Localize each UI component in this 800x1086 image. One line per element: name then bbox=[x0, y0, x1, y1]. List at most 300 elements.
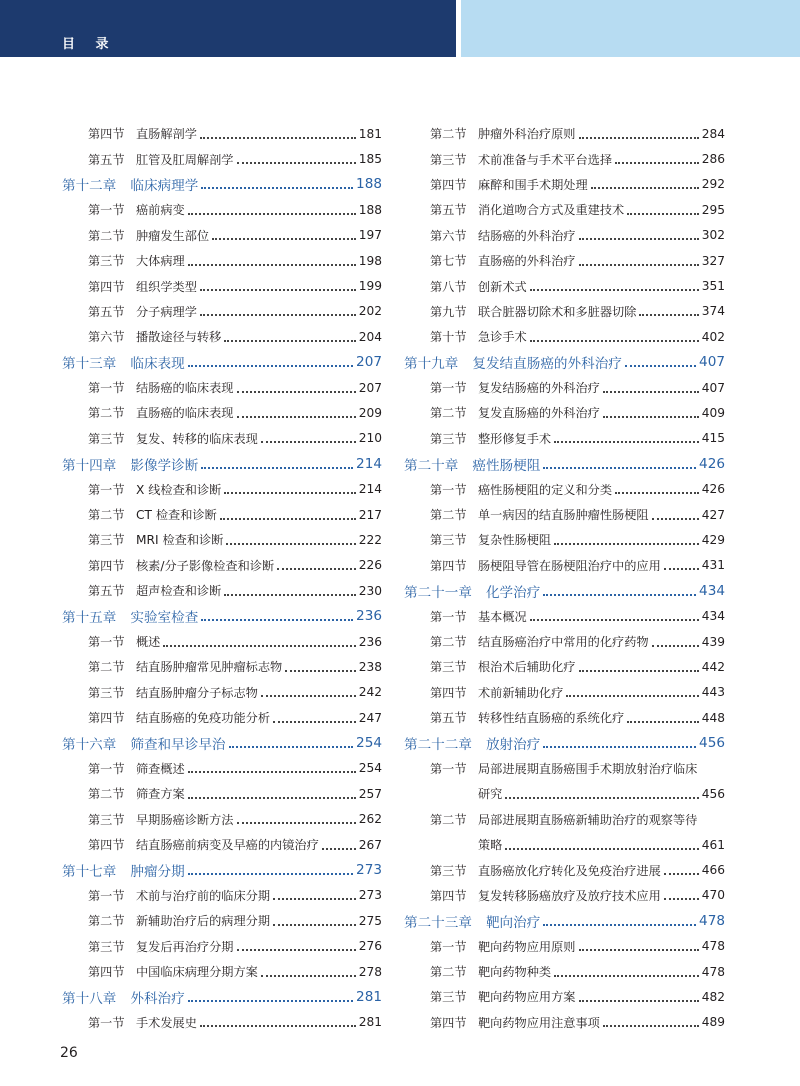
page-ref: 197 bbox=[358, 228, 382, 243]
toc-section-entry[interactable] bbox=[404, 273, 725, 298]
dot-leader bbox=[543, 594, 696, 596]
toc-section-entry[interactable] bbox=[404, 248, 725, 273]
toc-section-entry[interactable] bbox=[404, 553, 725, 578]
page-ref: 407 bbox=[701, 380, 725, 395]
chapter-label: 第十二章 bbox=[62, 178, 117, 195]
chapter-label: 第十四章 bbox=[62, 457, 117, 474]
page-ref: 267 bbox=[358, 837, 382, 852]
page-header-title: 目 录 bbox=[62, 37, 117, 52]
toc-section-entry[interactable] bbox=[62, 273, 382, 298]
toc-section-entry[interactable] bbox=[404, 934, 725, 959]
chapter-label: 第二十三章 bbox=[404, 914, 472, 931]
dot-leader bbox=[579, 238, 699, 240]
dot-leader bbox=[201, 619, 353, 621]
chapter-title: 外科治疗 bbox=[130, 990, 185, 1007]
page-ref: 207 bbox=[356, 354, 382, 371]
dot-leader bbox=[579, 670, 699, 672]
dot-leader bbox=[603, 391, 699, 393]
toc-section-entry[interactable] bbox=[404, 832, 725, 857]
section-label: 第一节 bbox=[430, 939, 467, 954]
toc-section-entry[interactable] bbox=[62, 1010, 382, 1035]
section-label: 第一节 bbox=[430, 609, 467, 624]
section-title: 靶向药物应用注意事项 bbox=[478, 1015, 600, 1030]
dot-leader bbox=[554, 441, 699, 443]
section-title: 复发结肠癌的外科治疗 bbox=[478, 381, 600, 396]
toc-section-entry[interactable] bbox=[404, 959, 725, 984]
toc-section-entry[interactable] bbox=[404, 299, 725, 324]
dot-leader bbox=[188, 797, 356, 799]
toc-section-entry[interactable] bbox=[404, 984, 725, 1009]
toc-chapter-entry[interactable] bbox=[404, 730, 725, 755]
toc-section-entry[interactable] bbox=[62, 400, 382, 425]
toc-section-entry[interactable] bbox=[62, 578, 382, 603]
toc-section-entry[interactable] bbox=[404, 476, 725, 501]
section-label: 第二节 bbox=[430, 812, 467, 827]
section-title: 急诊手术 bbox=[478, 330, 527, 345]
dot-leader bbox=[543, 924, 696, 926]
dot-leader bbox=[237, 162, 356, 164]
dot-leader bbox=[200, 1025, 356, 1027]
toc-section-entry[interactable] bbox=[404, 223, 725, 248]
page-ref: 185 bbox=[358, 152, 382, 167]
chapter-title: 复发结直肠癌的外科治疗 bbox=[472, 356, 622, 373]
toc-section-entry[interactable] bbox=[62, 476, 382, 501]
section-title: 结直肠癌治疗中常用的化疗药物 bbox=[478, 635, 649, 649]
page-ref: 281 bbox=[356, 988, 382, 1005]
page-ref: 448 bbox=[701, 710, 725, 725]
section-label: 第二节 bbox=[430, 127, 467, 142]
chapter-label: 第二十章 bbox=[404, 457, 459, 474]
toc-section-entry[interactable] bbox=[62, 426, 382, 451]
toc-chapter-entry[interactable] bbox=[62, 451, 382, 476]
chapter-title: 影像学诊断 bbox=[130, 457, 199, 474]
dot-leader bbox=[603, 416, 699, 418]
dot-leader bbox=[554, 543, 699, 545]
section-label: 第二节 bbox=[430, 508, 467, 523]
section-title: 核素/分子影像检查和诊断 bbox=[136, 558, 275, 573]
toc-section-entry[interactable] bbox=[404, 654, 725, 679]
chapter-label: 第二十一章 bbox=[404, 584, 472, 601]
dot-leader bbox=[237, 949, 356, 951]
page-ref: 415 bbox=[701, 431, 725, 446]
section-label: 第一节 bbox=[88, 482, 125, 497]
section-title: 结肠癌的外科治疗 bbox=[478, 228, 576, 243]
toc-section-entry[interactable] bbox=[62, 553, 382, 578]
page-ref: 273 bbox=[356, 862, 382, 879]
dot-leader bbox=[664, 568, 699, 570]
toc-section-entry[interactable] bbox=[62, 781, 382, 806]
section-label: 第四节 bbox=[88, 965, 125, 980]
dot-leader bbox=[224, 340, 355, 342]
page-ref: 426 bbox=[701, 482, 725, 497]
dot-leader bbox=[579, 137, 699, 139]
toc-section-entry[interactable] bbox=[404, 197, 725, 222]
toc-chapter-entry[interactable] bbox=[62, 350, 382, 375]
dot-leader bbox=[237, 416, 356, 418]
toc-section-entry[interactable] bbox=[404, 807, 725, 832]
dot-leader bbox=[530, 619, 699, 621]
page-ref: 489 bbox=[701, 1015, 725, 1030]
toc-section-entry[interactable] bbox=[62, 959, 382, 984]
section-label: 第五节 bbox=[88, 304, 125, 319]
toc-section-entry[interactable] bbox=[62, 146, 382, 171]
section-label: 第二节 bbox=[88, 406, 125, 421]
page-ref: 456 bbox=[699, 735, 725, 752]
page-ref: 247 bbox=[358, 710, 382, 725]
section-title: 术前与治疗前的临床分期 bbox=[136, 888, 271, 903]
chapter-title: 癌性肠梗阻 bbox=[472, 457, 541, 474]
dot-leader bbox=[201, 467, 353, 469]
dot-leader bbox=[285, 670, 355, 672]
section-label: 第一节 bbox=[88, 761, 125, 776]
toc-section-entry[interactable] bbox=[404, 146, 725, 171]
section-title: 肛管及肛周解剖学 bbox=[136, 152, 234, 167]
section-title: 结肠癌的临床表现 bbox=[136, 381, 234, 396]
toc-section-entry[interactable] bbox=[62, 527, 382, 552]
page-ref: 236 bbox=[356, 608, 382, 625]
dot-leader bbox=[625, 365, 696, 367]
page-ref: 478 bbox=[701, 939, 725, 954]
page-ref: 209 bbox=[358, 405, 382, 420]
section-label: 第五节 bbox=[430, 203, 467, 218]
section-label: 第六节 bbox=[430, 228, 467, 243]
toc-chapter-entry[interactable] bbox=[62, 857, 382, 882]
toc-section-entry[interactable] bbox=[62, 908, 382, 933]
page-ref: 188 bbox=[356, 176, 382, 193]
dot-leader bbox=[591, 187, 699, 189]
section-label: 第十节 bbox=[430, 330, 467, 345]
page-ref: 292 bbox=[701, 177, 725, 192]
page-ref: 210 bbox=[358, 431, 382, 446]
section-title: 局部进展期直肠癌新辅助治疗的观察等待 bbox=[478, 812, 698, 827]
dot-leader bbox=[530, 289, 699, 291]
page-ref: 466 bbox=[701, 863, 725, 878]
section-title: 复发后再治疗分期 bbox=[136, 939, 234, 954]
dot-leader bbox=[273, 721, 356, 723]
section-title: 基本概况 bbox=[478, 609, 527, 624]
toc-section-entry[interactable] bbox=[62, 248, 382, 273]
page-ref: 222 bbox=[358, 532, 382, 547]
page-ref: 273 bbox=[358, 888, 382, 903]
toc-chapter-entry[interactable] bbox=[404, 350, 725, 375]
dot-leader bbox=[188, 213, 356, 215]
dot-leader bbox=[200, 289, 356, 291]
section-title: 结直肠癌前病变及早癌的内镜治疗 bbox=[136, 838, 319, 853]
section-label: 第一节 bbox=[430, 482, 467, 497]
dot-leader bbox=[273, 924, 356, 926]
section-title: 靶向药物应用方案 bbox=[478, 990, 576, 1005]
toc-section-entry[interactable] bbox=[404, 603, 725, 628]
page-ref: 217 bbox=[358, 507, 382, 522]
chapter-label: 第十五章 bbox=[62, 610, 117, 627]
page-ref: 426 bbox=[699, 455, 725, 472]
dot-leader bbox=[273, 898, 356, 900]
dot-leader bbox=[505, 848, 698, 850]
section-label: 第一节 bbox=[88, 1015, 125, 1030]
section-label: 第三节 bbox=[430, 152, 467, 167]
toc-chapter-entry[interactable] bbox=[404, 451, 725, 476]
section-label: 第一节 bbox=[430, 381, 467, 396]
section-label: 第六节 bbox=[88, 330, 125, 345]
toc-section-entry[interactable] bbox=[62, 629, 382, 654]
dot-leader bbox=[543, 746, 696, 748]
page-ref: 442 bbox=[701, 659, 725, 674]
page-ref: 207 bbox=[358, 380, 382, 395]
page-ref: 214 bbox=[358, 482, 382, 497]
section-title: 肿瘤外科治疗原则 bbox=[478, 127, 576, 142]
toc-section-entry[interactable] bbox=[62, 324, 382, 349]
page-ref: 402 bbox=[701, 329, 725, 344]
toc-section-entry[interactable] bbox=[404, 1010, 725, 1035]
dot-leader bbox=[639, 314, 698, 316]
toc-section-entry[interactable] bbox=[404, 781, 725, 806]
chapter-label: 第十六章 bbox=[62, 737, 117, 754]
section-title: 转移性结直肠癌的系统化疗 bbox=[478, 711, 625, 726]
section-title: 消化道吻合方式及重建技术 bbox=[478, 203, 625, 218]
section-label: 第三节 bbox=[430, 533, 467, 548]
dot-leader bbox=[226, 543, 355, 545]
section-title: 直肠癌放化疗转化及免疫治疗进展 bbox=[478, 863, 661, 878]
toc-section-entry[interactable] bbox=[404, 324, 725, 349]
section-label: 第三节 bbox=[430, 431, 467, 446]
dot-leader bbox=[261, 975, 356, 977]
toc-chapter-entry[interactable] bbox=[404, 578, 725, 603]
toc-section-entry[interactable] bbox=[62, 756, 382, 781]
section-label: 第三节 bbox=[430, 990, 467, 1005]
section-title: 直肠癌的外科治疗 bbox=[478, 254, 576, 269]
section-title: 术前准备与手术平台选择 bbox=[478, 152, 613, 167]
dot-leader bbox=[200, 314, 356, 316]
page-ref: 470 bbox=[701, 888, 725, 903]
toc-section-entry[interactable] bbox=[404, 375, 725, 400]
toc-section-entry[interactable] bbox=[62, 807, 382, 832]
section-label: 第九节 bbox=[430, 304, 467, 319]
page-ref: 456 bbox=[701, 786, 725, 801]
chapter-label: 第十八章 bbox=[62, 990, 117, 1007]
toc-section-entry[interactable] bbox=[62, 223, 382, 248]
section-title: CT 检查和诊断 bbox=[136, 508, 217, 523]
dot-leader bbox=[163, 645, 355, 647]
page-ref: 482 bbox=[701, 989, 725, 1004]
toc-section-entry[interactable] bbox=[62, 654, 382, 679]
toc-section-entry[interactable] bbox=[404, 527, 725, 552]
chapter-title: 化学治疗 bbox=[485, 584, 541, 601]
section-label: 第五节 bbox=[88, 152, 125, 167]
section-label: 第四节 bbox=[88, 558, 125, 573]
page-ref: 434 bbox=[701, 609, 725, 624]
chapter-title: 筛查和早诊早治 bbox=[130, 737, 226, 754]
chapter-title: 放射治疗 bbox=[485, 737, 541, 754]
toc-chapter-entry[interactable] bbox=[62, 172, 382, 197]
section-label: 第四节 bbox=[88, 279, 125, 294]
toc-section-entry[interactable] bbox=[404, 705, 725, 730]
page-ref: 286 bbox=[701, 152, 725, 167]
toc-section-entry[interactable] bbox=[62, 934, 382, 959]
section-title: 结直肠肿瘤常见肿瘤标志物 bbox=[136, 660, 283, 675]
chapter-title: 临床病理学 bbox=[130, 178, 199, 195]
page-ref: 242 bbox=[358, 685, 382, 700]
section-title: 策略 bbox=[478, 838, 503, 853]
dot-leader bbox=[530, 340, 699, 342]
section-title: 肿瘤发生部位 bbox=[136, 228, 210, 243]
page-ref: 407 bbox=[699, 354, 725, 371]
section-title: X 线检查和诊断 bbox=[136, 482, 222, 497]
section-label: 第七节 bbox=[430, 254, 467, 269]
section-title: MRI 检查和诊断 bbox=[136, 533, 224, 548]
toc-section-entry[interactable] bbox=[62, 883, 382, 908]
section-label: 第三节 bbox=[88, 685, 125, 700]
toc-chapter-entry[interactable] bbox=[62, 984, 382, 1009]
section-title: 直肠解剖学 bbox=[136, 127, 197, 142]
page-ref: 226 bbox=[358, 558, 382, 573]
page-ref: 295 bbox=[701, 202, 725, 217]
toc-section-entry[interactable] bbox=[404, 121, 725, 146]
section-label: 第四节 bbox=[430, 1015, 467, 1030]
section-label: 第一节 bbox=[88, 381, 125, 396]
page-ref: 427 bbox=[701, 507, 725, 522]
section-title: 创新术式 bbox=[478, 279, 527, 294]
dot-leader bbox=[652, 518, 699, 520]
page-ref: 302 bbox=[701, 228, 725, 243]
section-title: 分子病理学 bbox=[136, 304, 197, 319]
section-label: 第三节 bbox=[88, 431, 125, 446]
page-ref: 204 bbox=[358, 329, 382, 344]
toc-section-entry[interactable] bbox=[62, 705, 382, 730]
page-ref: 257 bbox=[358, 786, 382, 801]
toc-left-column bbox=[62, 121, 382, 1035]
toc-section-entry[interactable] bbox=[404, 426, 725, 451]
section-title: 组织学类型 bbox=[136, 279, 197, 294]
section-title: 癌前病变 bbox=[136, 203, 185, 218]
section-label: 第三节 bbox=[88, 812, 125, 827]
toc-section-entry[interactable] bbox=[62, 375, 382, 400]
section-title: 概述 bbox=[136, 635, 161, 649]
toc-section-entry[interactable] bbox=[404, 400, 725, 425]
dot-leader bbox=[188, 873, 353, 875]
dot-leader bbox=[201, 187, 353, 189]
section-title: 复发转移肠癌放疗及放疗技术应用 bbox=[478, 888, 661, 903]
dot-leader bbox=[652, 645, 699, 647]
chapter-title: 临床表现 bbox=[130, 356, 185, 373]
toc-section-entry[interactable] bbox=[62, 299, 382, 324]
dot-leader bbox=[224, 594, 355, 596]
dot-leader bbox=[322, 848, 356, 850]
section-label: 第八节 bbox=[430, 279, 467, 294]
dot-leader bbox=[543, 467, 696, 469]
toc-section-entry[interactable] bbox=[404, 756, 725, 781]
page-ref: 278 bbox=[358, 964, 382, 979]
dot-leader bbox=[261, 695, 356, 697]
section-title: 筛查概述 bbox=[136, 761, 185, 776]
page-ref: 262 bbox=[358, 812, 382, 827]
page-ref: 281 bbox=[358, 1015, 382, 1030]
toc-section-entry[interactable] bbox=[404, 883, 725, 908]
page-ref: 236 bbox=[358, 634, 382, 649]
toc-section-entry[interactable] bbox=[404, 680, 725, 705]
dot-leader bbox=[627, 213, 698, 215]
section-label: 第二节 bbox=[88, 787, 125, 802]
dot-leader bbox=[579, 264, 699, 266]
section-title: 手术发展史 bbox=[136, 1015, 197, 1030]
dot-leader bbox=[579, 1000, 699, 1002]
toc-section-entry[interactable] bbox=[62, 197, 382, 222]
section-label: 第二节 bbox=[430, 635, 467, 649]
section-title: 筛查方案 bbox=[136, 787, 185, 802]
section-label: 第一节 bbox=[430, 761, 467, 776]
toc-section-entry[interactable] bbox=[62, 121, 382, 146]
section-label: 第二节 bbox=[88, 228, 125, 243]
page-ref: 214 bbox=[356, 455, 382, 472]
dot-leader bbox=[220, 518, 356, 520]
section-label: 第三节 bbox=[88, 533, 125, 548]
section-title: 靶向药物应用原则 bbox=[478, 939, 576, 954]
section-label: 第二节 bbox=[88, 508, 125, 523]
toc-chapter-entry[interactable] bbox=[62, 730, 382, 755]
dot-leader bbox=[277, 568, 356, 570]
section-title: 结直肠肿瘤分子标志物 bbox=[136, 685, 258, 700]
toc-section-entry[interactable] bbox=[62, 502, 382, 527]
page-number: 26 bbox=[60, 1045, 78, 1061]
dot-leader bbox=[229, 746, 354, 748]
section-title: 直肠癌的临床表现 bbox=[136, 406, 234, 421]
page-ref: 238 bbox=[358, 659, 382, 674]
section-label: 第四节 bbox=[88, 127, 125, 142]
page-ref: 351 bbox=[701, 279, 725, 294]
page-ref: 327 bbox=[701, 253, 725, 268]
chapter-label: 第二十二章 bbox=[404, 737, 472, 754]
section-title: 复杂性肠梗阻 bbox=[478, 533, 552, 548]
dot-leader bbox=[188, 771, 356, 773]
toc-chapter-entry[interactable] bbox=[62, 603, 382, 628]
page-ref: 275 bbox=[358, 913, 382, 928]
toc-section-entry[interactable] bbox=[62, 680, 382, 705]
dot-leader bbox=[615, 162, 699, 164]
section-title: 肠梗阻导管在肠梗阻治疗中的应用 bbox=[478, 558, 661, 573]
section-label: 第一节 bbox=[88, 888, 125, 903]
page-ref: 461 bbox=[701, 837, 725, 852]
page-ref: 443 bbox=[701, 685, 725, 700]
dot-leader bbox=[261, 441, 356, 443]
page-ref: 199 bbox=[358, 279, 382, 294]
toc-section-entry[interactable] bbox=[404, 502, 725, 527]
toc-section-entry[interactable] bbox=[404, 857, 725, 882]
section-label: 第四节 bbox=[88, 711, 125, 726]
dot-leader bbox=[627, 721, 698, 723]
section-label: 第三节 bbox=[88, 939, 125, 954]
toc-section-entry[interactable] bbox=[404, 629, 725, 654]
dot-leader bbox=[188, 365, 353, 367]
dot-leader bbox=[579, 949, 699, 951]
page-ref: 188 bbox=[358, 202, 382, 217]
section-title: 超声检查和诊断 bbox=[136, 584, 222, 599]
toc-section-entry[interactable] bbox=[62, 832, 382, 857]
dot-leader bbox=[603, 1025, 699, 1027]
page-ref: 198 bbox=[358, 253, 382, 268]
section-label: 第二节 bbox=[430, 406, 467, 421]
page-ref: 284 bbox=[701, 126, 725, 141]
page-ref: 374 bbox=[701, 304, 725, 319]
toc-chapter-entry[interactable] bbox=[404, 908, 725, 933]
dot-leader bbox=[188, 1000, 353, 1002]
page-ref: 202 bbox=[358, 304, 382, 319]
chapter-title: 实验室检查 bbox=[130, 610, 199, 627]
dot-leader bbox=[554, 975, 699, 977]
dot-leader bbox=[224, 492, 355, 494]
toc-section-entry[interactable] bbox=[404, 172, 725, 197]
section-label: 第二节 bbox=[430, 965, 467, 980]
dot-leader bbox=[212, 238, 356, 240]
dot-leader bbox=[237, 822, 356, 824]
